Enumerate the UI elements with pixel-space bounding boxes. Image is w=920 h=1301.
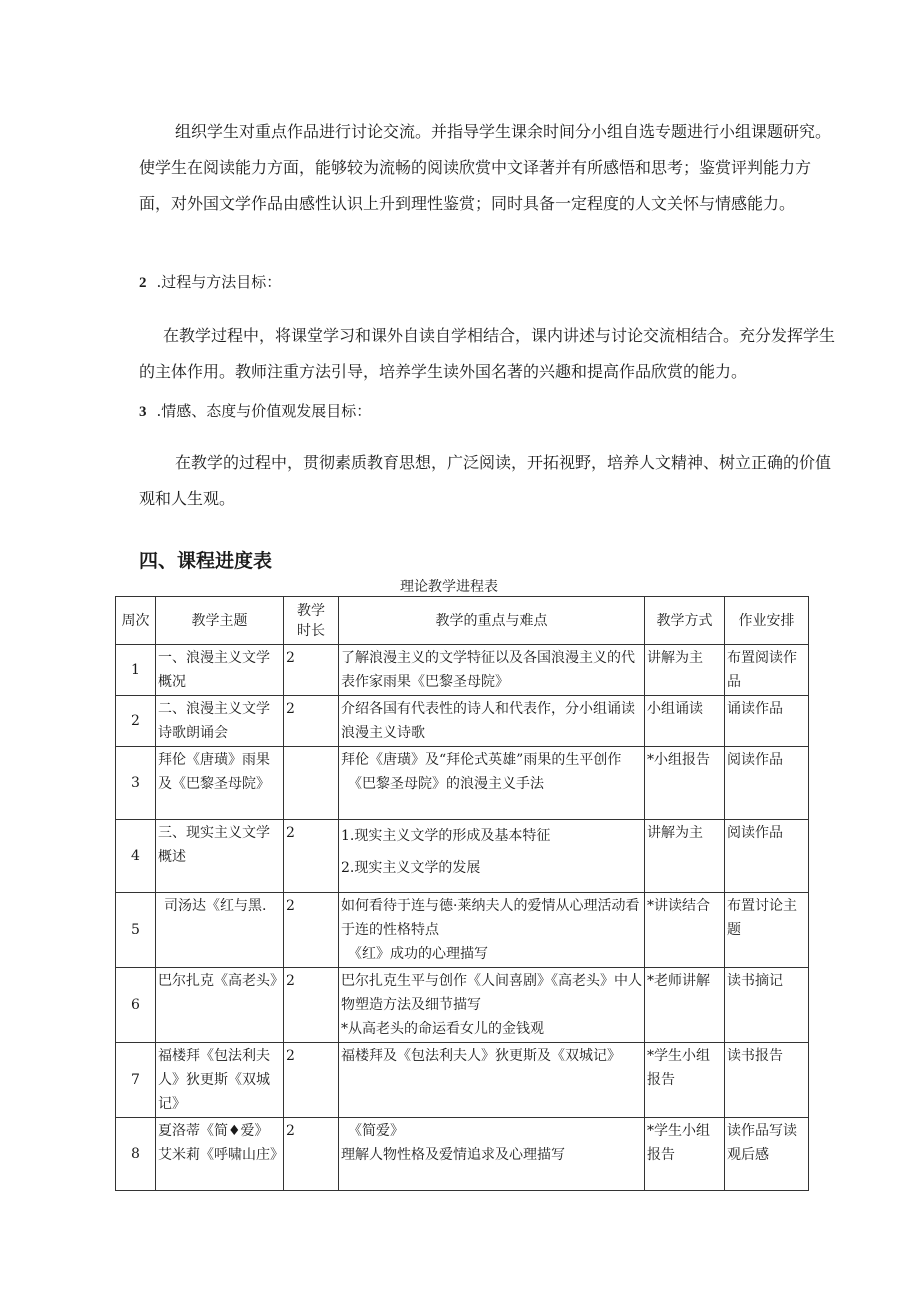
cell-topic: 司汤达《红与黑.	[156, 893, 284, 968]
cell-week: 2	[116, 696, 156, 747]
cell-focus: 介绍各国有代表性的诗人和代表作，分小组诵读浪漫主义诗歌	[339, 696, 645, 747]
cell-topic: 三、现实主义文学概述	[156, 820, 284, 893]
table-row	[116, 1118, 809, 1191]
cell-week: 8	[116, 1118, 156, 1191]
cell-week: 5	[116, 893, 156, 968]
cell-hours: 2	[284, 696, 339, 747]
cell-hours: 2	[284, 893, 339, 968]
heading-text: .过程与方法目标：	[156, 273, 282, 291]
cell-method: *小组报告	[645, 747, 725, 820]
cell-hours: 2	[284, 1043, 339, 1118]
cell-focus: 《简爱》 理解人物性格及爱情追求及心理描写	[339, 1118, 645, 1191]
cell-hours: 2	[284, 968, 339, 1043]
cell-week: 4	[116, 820, 156, 893]
heading-process-goals	[139, 272, 281, 293]
table-row	[116, 1043, 809, 1118]
cell-homework: 阅读作品	[725, 820, 809, 893]
cell-focus: 拜伦《唐璜》及“拜伦式英雄”雨果的生平创作 《巴黎圣母院》的浪漫主义手法	[339, 747, 645, 820]
heading-text: .情感、态度与价值观发展目标：	[156, 402, 372, 420]
cell-focus: 如何看待于连与德·莱纳夫人的爱情从心理活动看于连的性格特点 《红》成功的心理描写	[339, 893, 645, 968]
header-hours: 教学 时长	[284, 597, 339, 645]
cell-week: 7	[116, 1043, 156, 1118]
section-title: 四、课程进度表	[139, 550, 273, 572]
paragraph-process-methods: 在教学过程中，将课堂学习和课外自读自学相结合，课内讲述与讨论交流相结合。充分发挥学生的主体作用。教师注重方法引导，培养学生读外国名著的兴趣和提高作品欣赏的能力。	[139, 326, 836, 381]
schedule-table	[115, 596, 809, 1191]
cell-focus: 福楼拜及《包法利夫人》狄更斯及《双城记》	[339, 1043, 645, 1118]
header-method: 教学方式	[645, 597, 725, 645]
paragraph-values: 在教学的过程中，贯彻素质教育思想，广泛阅读，开拓视野，培养人文精神、树立正确的价值观和人生观。	[139, 453, 832, 508]
cell-topic: 夏洛蒂《简♦爱》艾米莉《呼啸山庄》	[156, 1118, 284, 1191]
table-caption: 理论教学进程表	[400, 579, 498, 595]
cell-focus: 了解浪漫主义的文学特征以及各国浪漫主义的代表作家雨果《巴黎圣母院》	[339, 645, 645, 696]
table-row	[116, 820, 809, 893]
heading-values-goals	[139, 401, 371, 422]
cell-method: *老师讲解	[645, 968, 725, 1043]
cell-method: 讲解为主	[645, 820, 725, 893]
header-focus: 教学的重点与难点	[339, 597, 645, 645]
header-homework: 作业安排	[725, 597, 809, 645]
cell-homework: 阅读作品	[725, 747, 809, 820]
cell-homework: 读作品写读观后感	[725, 1118, 809, 1191]
heading-number: 3	[139, 404, 147, 420]
cell-homework: 布置阅读作品	[725, 645, 809, 696]
header-week: 周次	[116, 597, 156, 645]
cell-method: *讲读结合	[645, 893, 725, 968]
cell-method: 讲解为主	[645, 645, 725, 696]
cell-topic: 一、浪漫主义文学概况	[156, 645, 284, 696]
heading-number: 2	[139, 275, 147, 291]
cell-hours: 2	[284, 645, 339, 696]
header-topic: 教学主题	[156, 597, 284, 645]
table-row	[116, 747, 809, 820]
cell-topic: 拜伦《唐璜》雨果及《巴黎圣母院》	[156, 747, 284, 820]
cell-hours: 2	[284, 820, 339, 893]
cell-topic: 福楼拜《包法利夫人》狄更斯《双城记》	[156, 1043, 284, 1118]
cell-method: *学生小组报告	[645, 1118, 725, 1191]
cell-homework: 读书报告	[725, 1043, 809, 1118]
cell-topic: 二、浪漫主义文学诗歌朗诵会	[156, 696, 284, 747]
cell-homework: 读书摘记	[725, 968, 809, 1043]
cell-method: 小组诵读	[645, 696, 725, 747]
cell-week: 3	[116, 747, 156, 820]
cell-method: *学生小组报告	[645, 1043, 725, 1118]
cell-focus: 巴尔扎克生平与创作《人间喜剧》《高老头》中人物塑造方法及细节描写 *从高老头的命运看女儿的金钱观	[339, 968, 645, 1043]
cell-focus: 1.现实主义文学的形成及基本特征 2.现实主义文学的发展	[339, 820, 645, 893]
table-header-row	[116, 597, 809, 645]
cell-week: 6	[116, 968, 156, 1043]
paragraph-goals-ability: 组织学生对重点作品进行讨论交流。并指导学生课余时间分小组自选专题进行小组课题研究。使学生在阅读能力方面，能够较为流畅的阅读欣赏中文译著并有所感悟和思考；鉴赏评判能力方面，对外国文学作品由感性认识上升到理性鉴赏；同时具备一定程度的人文关怀与情感能力。	[139, 122, 832, 213]
table-row	[116, 645, 809, 696]
cell-topic: 巴尔扎克《高老头》	[156, 968, 284, 1043]
table-row	[116, 893, 809, 968]
cell-hours: 2	[284, 1118, 339, 1191]
cell-homework: 布置讨论主题	[725, 893, 809, 968]
cell-homework: 诵读作品	[725, 696, 809, 747]
cell-hours	[284, 747, 339, 820]
cell-week: 1	[116, 645, 156, 696]
table-row	[116, 696, 809, 747]
table-row	[116, 968, 809, 1043]
